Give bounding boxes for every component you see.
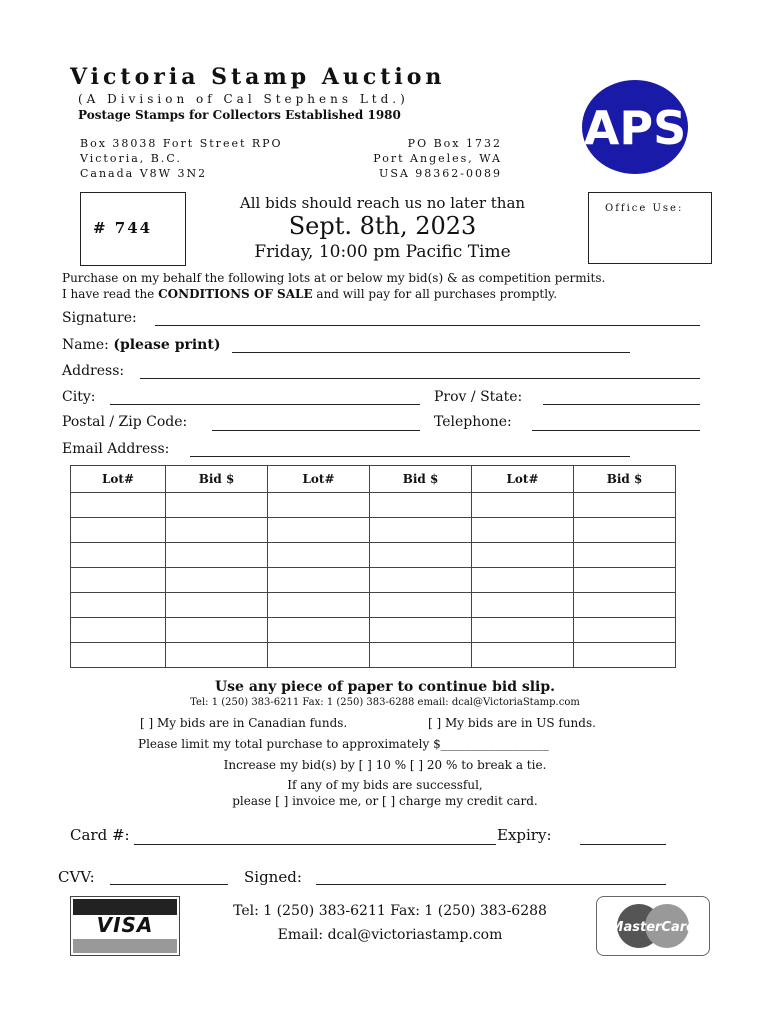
lot-header: Lot# xyxy=(268,466,370,493)
lot-number-cell[interactable] xyxy=(268,618,370,643)
bid-amount-cell[interactable] xyxy=(166,618,268,643)
bid-header: Bid $ xyxy=(370,466,472,493)
bid-amount-cell[interactable] xyxy=(370,543,472,568)
name-field[interactable] xyxy=(232,351,630,353)
lot-number-cell[interactable] xyxy=(71,593,166,618)
bid-amount-cell[interactable] xyxy=(370,493,472,518)
conditions-of-sale: CONDITIONS OF SALE xyxy=(158,287,313,301)
lot-number-cell[interactable] xyxy=(472,593,574,618)
purchase-instructions xyxy=(62,270,605,302)
sale-number-box xyxy=(80,192,186,266)
deadline-time: Friday, 10:00 pm Pacific Time xyxy=(254,242,511,262)
bid-amount-cell[interactable] xyxy=(574,568,676,593)
postal-field[interactable] xyxy=(212,429,420,431)
bid-amount-cell[interactable] xyxy=(370,518,472,543)
bid-amount-cell[interactable] xyxy=(574,618,676,643)
bid-amount-cell[interactable] xyxy=(370,593,472,618)
instruction-line-2: I have read the CONDITIONS OF SALE and will pay for all purchases promptly. xyxy=(62,287,558,301)
city-label: City: xyxy=(62,389,96,405)
lot-number-cell[interactable] xyxy=(472,493,574,518)
lots-table-row xyxy=(71,593,676,618)
company-tagline: Postage Stamps for Collectors Established 1980 xyxy=(78,108,401,122)
lot-number-cell[interactable] xyxy=(71,518,166,543)
expiry-label: Expiry: xyxy=(497,826,552,844)
footer-tel-fax: Tel: 1 (250) 383-6211 Fax: 1 (250) 383-6288 xyxy=(233,903,547,919)
lot-number-cell[interactable] xyxy=(472,568,574,593)
bid-amount-cell[interactable] xyxy=(166,593,268,618)
purchase-limit[interactable]: Please limit my total purchase to approximately $__________________ xyxy=(138,737,549,751)
bid-amount-cell[interactable] xyxy=(574,518,676,543)
lot-number-cell[interactable] xyxy=(268,643,370,668)
signature-field[interactable] xyxy=(155,324,700,326)
city-field[interactable] xyxy=(110,403,420,405)
bid-amount-cell[interactable] xyxy=(370,618,472,643)
mastercard-text: MasterCard xyxy=(610,920,696,935)
aps-logo-text: APS xyxy=(583,101,687,155)
lots-table-row xyxy=(71,618,676,643)
bid-header: Bid $ xyxy=(166,466,268,493)
signed-field[interactable] xyxy=(316,883,666,885)
card-number-field[interactable] xyxy=(134,843,496,845)
expiry-field[interactable] xyxy=(580,843,666,845)
lots-table-row xyxy=(71,643,676,668)
cvv-field[interactable] xyxy=(110,883,228,885)
bid-amount-cell[interactable] xyxy=(166,518,268,543)
signed-label: Signed: xyxy=(244,868,302,886)
successful-note: If any of my bids are successful, xyxy=(287,778,483,792)
mastercard-logo xyxy=(596,896,710,956)
name-hint: (please print) xyxy=(113,337,221,353)
canada-address xyxy=(80,136,283,181)
company-title: Victoria Stamp Auction xyxy=(70,64,446,90)
card-number-label: Card #: xyxy=(70,826,130,844)
payment-options[interactable]: please [ ] invoice me, or [ ] charge my credit card. xyxy=(232,794,538,808)
lot-number-cell[interactable] xyxy=(71,493,166,518)
lot-number-cell[interactable] xyxy=(472,518,574,543)
lot-number-cell[interactable] xyxy=(472,618,574,643)
lot-number-cell[interactable] xyxy=(71,643,166,668)
prov-field[interactable] xyxy=(543,403,700,405)
bid-header: Bid $ xyxy=(574,466,676,493)
lots-table-row xyxy=(71,493,676,518)
bid-amount-cell[interactable] xyxy=(574,593,676,618)
bid-amount-cell[interactable] xyxy=(166,568,268,593)
funds-canadian-checkbox[interactable]: [ ] My bids are in Canadian funds. xyxy=(140,716,348,730)
postal-label: Postal / Zip Code: xyxy=(62,414,188,430)
lot-number-cell[interactable] xyxy=(71,618,166,643)
bid-amount-cell[interactable] xyxy=(166,493,268,518)
visa-text: VISA xyxy=(96,913,154,937)
bid-amount-cell[interactable] xyxy=(166,543,268,568)
lot-number-cell[interactable] xyxy=(472,543,574,568)
office-use-box xyxy=(588,192,712,264)
us-address-line: PO Box 1732 xyxy=(407,137,502,150)
aps-logo xyxy=(580,78,690,176)
lot-header: Lot# xyxy=(472,466,574,493)
lot-number-cell[interactable] xyxy=(71,543,166,568)
canada-address-line: Canada V8W 3N2 xyxy=(80,167,208,180)
continue-note: Use any piece of paper to continue bid slip. xyxy=(214,679,556,695)
company-subtitle: (A Division of Cal Stephens Ltd.) xyxy=(78,92,409,106)
lot-number-cell[interactable] xyxy=(268,568,370,593)
email-label: Email Address: xyxy=(62,441,170,457)
bid-amount-cell[interactable] xyxy=(574,543,676,568)
prov-label: Prov / State: xyxy=(434,389,523,405)
lot-number-cell[interactable] xyxy=(268,593,370,618)
lots-table-row xyxy=(71,518,676,543)
lot-number-cell[interactable] xyxy=(268,518,370,543)
funds-us-checkbox[interactable]: [ ] My bids are in US funds. xyxy=(428,716,596,730)
bid-amount-cell[interactable] xyxy=(370,643,472,668)
lots-header-row xyxy=(71,466,676,493)
lot-number-cell[interactable] xyxy=(472,643,574,668)
deadline-intro: All bids should reach us no later than xyxy=(239,194,526,212)
telephone-field[interactable] xyxy=(532,429,700,431)
cvv-label: CVV: xyxy=(58,868,95,886)
footer-email: Email: dcal@victoriastamp.com xyxy=(277,927,503,943)
signature-label: Signature: xyxy=(62,310,137,326)
visa-logo xyxy=(70,896,180,956)
instruction-line-1: Purchase on my behalf the following lots at or below my bid(s) & as competition permits. xyxy=(62,271,606,285)
lot-number-cell[interactable] xyxy=(268,543,370,568)
sale-number: # 744 xyxy=(93,219,153,237)
us-address xyxy=(362,136,502,181)
email-field[interactable] xyxy=(190,455,630,457)
name-label: Name: (please print) xyxy=(62,337,221,353)
tie-break-options[interactable]: Increase my bid(s) by [ ] 10 % [ ] 20 % to break a tie. xyxy=(223,758,547,772)
deadline-date: Sept. 8th, 2023 xyxy=(288,212,477,240)
office-use-label: Office Use: xyxy=(605,203,684,214)
telephone-label: Telephone: xyxy=(434,414,512,430)
lots-table-row xyxy=(71,568,676,593)
address-label: Address: xyxy=(62,363,125,379)
us-address-line: Port Angeles, WA xyxy=(373,152,502,165)
canada-address-line: Victoria, B.C. xyxy=(80,152,182,165)
lot-number-cell[interactable] xyxy=(71,568,166,593)
lot-number-cell[interactable] xyxy=(268,493,370,518)
lots-table-row xyxy=(71,543,676,568)
bid-amount-cell[interactable] xyxy=(166,643,268,668)
lots-table xyxy=(70,465,676,668)
bid-amount-cell[interactable] xyxy=(574,643,676,668)
us-address-line: USA 98362-0089 xyxy=(379,167,502,180)
bid-amount-cell[interactable] xyxy=(574,493,676,518)
address-field[interactable] xyxy=(140,377,700,379)
canada-address-line: Box 38038 Fort Street RPO xyxy=(80,137,283,150)
bid-amount-cell[interactable] xyxy=(370,568,472,593)
contact-line: Tel: 1 (250) 383-6211 Fax: 1 (250) 383-6288 email: dcal@VictoriaStamp.com xyxy=(190,697,580,708)
lot-header: Lot# xyxy=(71,466,166,493)
